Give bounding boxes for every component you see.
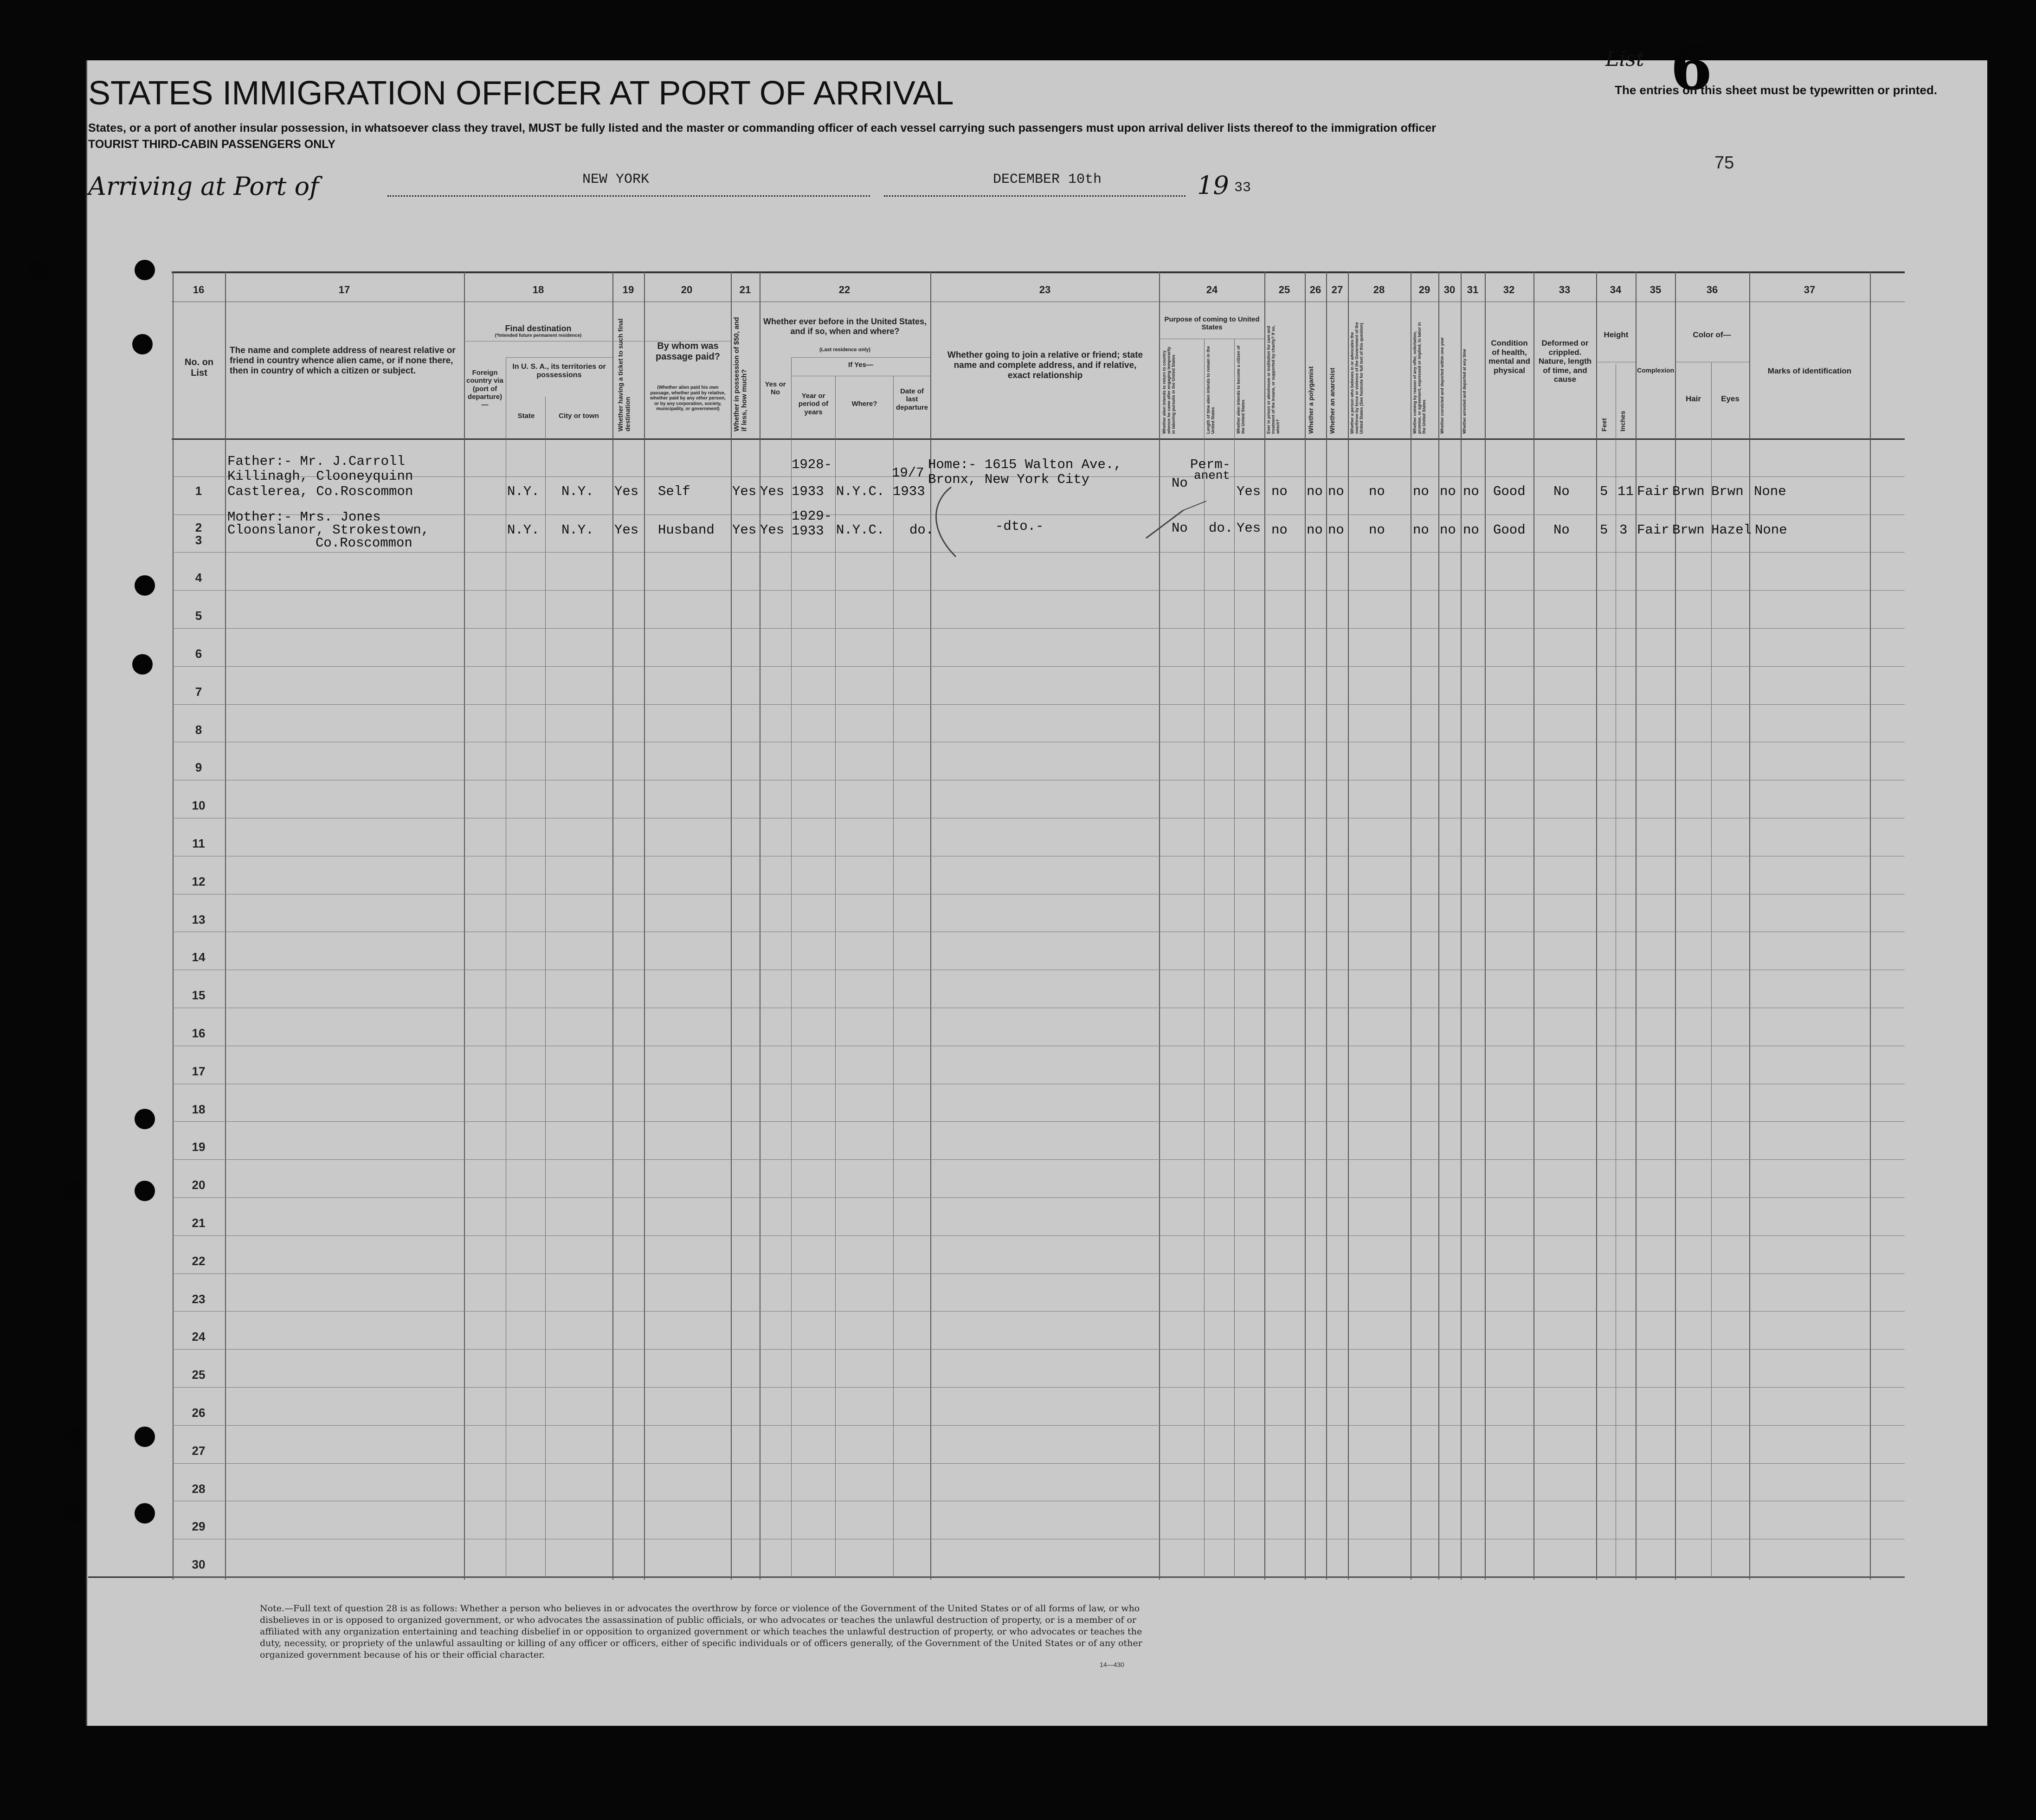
row-rule [173,1273,1905,1274]
row-q28: no [1369,484,1385,499]
header-ticket: Whether having a ticket to such final destination [617,318,631,431]
row-before: Yes [760,484,785,499]
row-purpose-return: No [1172,476,1188,491]
row-city: N.Y. [561,522,594,538]
row-eyes: Hazel [1711,522,1752,538]
column-rule [545,397,546,1577]
row-number: 28 [192,1482,206,1496]
row-relative: Castlerea, Co.Roscommon [227,484,413,499]
row-number: 30 [192,1557,206,1571]
row-joining: -dto.- [995,519,1044,534]
column-number: 33 [1559,284,1571,296]
row-number: 24 [192,1330,206,1344]
header-condition: Condition of health, mental and physical [1488,339,1530,375]
header-no-on-list: No. on List [184,357,214,378]
column-number: 23 [1039,284,1051,296]
row-number: 10 [192,798,206,812]
row-rule [173,1349,1905,1350]
row-departure: 19/7 [892,465,924,481]
column-rule [173,271,174,1580]
row-where: N.Y.C. [836,522,885,538]
row-paid-by: Self [658,484,690,499]
row-purpose-citizen: Yes [1237,521,1261,536]
row-feet: 5 [1600,484,1608,499]
row-purpose-length: anent [1194,469,1231,482]
header-before-in-us: Whether ever before in the United States, and if so, when and where? [763,317,927,336]
header-final-destination: Final destination [505,324,572,333]
row-number: 27 [192,1444,206,1458]
row-joining: Bronx, New York City [928,472,1090,487]
row-number: 13 [192,913,206,926]
header-polygamist: Whether a polygamist [1307,366,1314,434]
row-complexion: Fair [1637,484,1669,499]
binder-hole [132,654,153,675]
row-joining: Home:- 1615 Walton Ave., [928,457,1122,472]
stamp-number: 75 [1714,153,1734,173]
entries-note: The entries on this sheet must be typewritten or printed. [1615,83,1937,97]
row-paid-by: Husband [658,522,715,538]
header-bottom-border [172,438,1905,440]
port-dotted-line [387,195,870,197]
header-passage-paid: By whom was passage paid? [656,341,720,362]
date-value: DECEMBER 10th [993,172,1102,187]
binder-hole [28,260,48,280]
column-rule [1305,271,1306,1580]
header-arrested-deported: Whether arrested and deported at any time [1462,348,1467,434]
row-city: N.Y. [561,484,594,499]
column-rule [1348,271,1349,1580]
header-in-usa: In U. S. A., its territories or possessions [512,363,606,379]
row-years: 1933 [792,523,824,539]
row-number: 1 [195,484,202,498]
column-rule [1533,271,1534,1580]
header-year-period: Year or period of years [798,392,829,416]
column-number: 35 [1649,284,1662,296]
header-final-destination-sub: (*Intended future permanent residence) [495,333,582,338]
column-number: 16 [193,284,205,296]
header-purpose: Purpose of coming to United States [1164,315,1260,332]
table-top-border [172,271,1905,273]
header-date-departure: Date of last departure [896,387,928,412]
header-feet: Feet [1600,418,1608,431]
row-relative: Mother:- Mrs. Jones [227,509,381,525]
row-relative: Killinagh, Clooneyquinn [227,469,413,484]
row-feet: 5 [1600,522,1608,538]
column-number: 25 [1278,284,1290,296]
row-number: 4 [195,571,202,585]
row-number: 15 [192,988,206,1002]
form-number: 14—430 [1100,1661,1124,1668]
row-before: Yes [760,522,785,538]
row-relative: Cloonslanor, Strokestown, [227,522,430,538]
header-height: Height [1604,330,1629,339]
row-health: Good [1493,522,1526,538]
header-complexion: Complexion [1637,367,1675,374]
row-number: 2 [195,521,202,534]
header-nearest-relative: The name and complete address of nearest relative or friend in country whence alien came, or if none there, then in country of which a citizen or subject. [230,346,456,376]
port-value: NEW YORK [582,172,650,187]
row-rule [173,1121,1905,1122]
row-rule [173,666,1905,667]
column-rule [1159,271,1160,1580]
row-q30: no [1440,522,1456,538]
header-color-of: Color of— [1693,330,1731,339]
page-title: STATES IMMIGRATION OFFICER AT PORT OF ARRIVAL [88,75,954,112]
binder-hole [135,260,155,280]
row-number: 9 [195,760,202,774]
row-q31: no [1463,484,1479,499]
row-number: 25 [192,1368,206,1382]
row-departure: 1933 [893,484,925,499]
footnote: Note.—Full text of question 28 is as follows: Whether a person who believes in or advocates the overthrow by force or violence of the Government of the United States or of all forms of law, or who disbelieves in or is opposed to organized government, or who advocates the assassination of public officials, or who advocates or teaches the unlawful destruction of property, or is a member of or affiliated with any organization entertaining and teaching disbelief in or opposition to organized government or which teaches the unlawful destruction of property, or who advocates or teaches the duty, necessity, or propriety of the unlawful assaulting or killing of any officer or officers, either of specific individuals or of officers generally, of the Government of the United States or of any other organized government because of his or their official character. [260,1603,1142,1660]
year-prefix: 19 [1197,171,1229,200]
row-number: 7 [195,685,202,699]
header-prison: Ever in prison or almshouse or institution for care and treatment of the insane, or supported by charity? If so, which? [1266,325,1280,434]
column-rule [1636,271,1637,1580]
row-q31: no [1463,522,1479,538]
column-rule [1485,271,1486,1580]
row-number: 19 [192,1140,206,1154]
column-number: 31 [1467,284,1479,296]
header-overthrow: Whether a person who believes in or advocates the overthrow by force or violence of the Government of the United States (See footnote for full text of this question) [1350,322,1364,434]
subtitle-class: TOURIST THIRD-CABIN PASSENGERS ONLY [88,138,335,151]
row-rule [173,1197,1905,1198]
binder-hole [135,1109,155,1129]
header-city: City or town [559,412,599,420]
row-purpose-citizen: Yes [1237,484,1261,499]
column-rule [1675,271,1676,1580]
row-rule [173,628,1905,629]
row-marks: None [1755,522,1787,538]
row-purpose-length: Perm- [1190,457,1231,472]
header-if-yes: If Yes— [848,361,873,369]
row-q28: no [1369,522,1385,538]
row-where: N.Y.C. [836,484,885,499]
column-rule [464,271,465,1580]
binder-hole [132,334,153,354]
row-number: 11 [192,836,205,850]
row-relative: Father:- Mr. J.Carroll [227,454,405,469]
column-number: 22 [838,284,850,296]
header-labor-offer: Whether coming by reason of any offer, solicitation, promise, or agreement, expressed or implied, to labor in the United States [1412,322,1426,434]
column-number: 36 [1706,284,1718,296]
binder-hole [135,575,155,596]
header-purpose-return: Whether alien intends to return to country whence he came after engaging temporarily in laboring pursuits in the United States [1162,347,1176,434]
row-state: N.Y. [507,522,540,538]
row-number: 22 [192,1254,206,1268]
row-number: 21 [192,1216,206,1230]
row-number: 23 [192,1292,206,1306]
header-eyes: Eyes [1721,394,1740,403]
row-q26: no [1307,522,1323,538]
header-deformed: Deformed or crippled. Nature, length of time, and cause [1538,339,1592,384]
column-rule [1870,271,1871,1580]
row-purpose-return: No [1172,521,1188,536]
row-number: 5 [195,609,202,623]
column-number: 24 [1206,284,1218,296]
header-marks: Marks of identification [1767,367,1852,375]
column-number: 26 [1309,284,1321,296]
column-number: 34 [1610,284,1622,296]
row-q29: no [1413,522,1429,538]
column-number: 21 [739,284,751,296]
row-q27: no [1328,484,1344,499]
column-rule [1596,271,1597,1580]
row-deformed: No [1553,522,1570,538]
column-number: 17 [338,284,350,296]
row-q26: no [1307,484,1323,499]
column-number: 27 [1331,284,1343,296]
column-rule [791,357,792,1577]
row-rule [173,1235,1905,1236]
row-rule [173,1463,1905,1464]
row-number: 29 [192,1519,206,1533]
list-label: List [1605,47,1644,71]
binder-hole [135,1181,155,1201]
subheader-rule [506,357,612,358]
column-number: 20 [681,284,693,296]
row-years: 1929- [792,508,832,524]
row-hair: Brwn [1672,522,1705,538]
binder-hole [65,1427,85,1447]
row-eyes: Brwn [1711,484,1744,499]
row-number: 18 [192,1102,206,1116]
row-number: 16 [192,1026,206,1040]
header-money: Whether in possession of $50, and if less, how much? [733,317,748,431]
row-q25: no [1271,522,1288,538]
row-q30: no [1440,484,1456,499]
header-before-in-us-sub: (Last residence only) [819,347,871,353]
column-rule [893,376,894,1577]
row-number: 14 [192,950,206,964]
row-money: Yes [732,484,757,499]
header-convicted-deported: Whether convicted and deported within one year [1440,337,1444,434]
binder-hole [65,1181,85,1201]
column-rule [1234,339,1235,1577]
header-joining-relative: Whether going to join a relative or friend; state name and complete address, and if relative, exact relationship [947,350,1143,380]
header-hair: Hair [1685,394,1701,403]
column-rule [612,271,613,1580]
row-ticket: Yes [614,522,639,538]
row-rule [173,590,1905,591]
row-relative: Co.Roscommon [316,535,412,551]
row-years: 1933 [792,484,824,499]
row-rule [173,704,1905,705]
column-rule [1438,271,1439,1580]
row-number: 26 [192,1406,206,1420]
binder-hole [135,1503,155,1524]
header-where: Where? [851,400,877,408]
row-inches: 11 [1617,484,1634,499]
header-foreign-country: Foreign country via (port of departure)— [466,369,504,409]
column-rule [731,271,732,1580]
header-passage-paid-sub: (Whether alien paid his own passage, whether paid by relative, whether paid by any other person, or by any corporation, society, municipality, or government) [650,385,726,412]
row-deformed: No [1553,484,1570,499]
column-rule [1326,271,1327,1580]
year-suffix: 33 [1234,180,1251,196]
header-purpose-citizen: Whether alien intends to become a citizen of the United States [1236,345,1245,434]
column-rule [1749,271,1750,1580]
row-q27: no [1328,522,1344,538]
binder-hole [65,1503,85,1524]
binder-hole [135,1427,155,1447]
header-anarchist: Whether an anarchist [1328,367,1336,434]
row-purpose-length: do. [1209,521,1233,536]
row-q29: no [1413,484,1429,499]
row-ticket: Yes [614,484,639,499]
header-purpose-length: Length of time alien intends to remain in the United States [1206,346,1215,434]
row-number: 6 [195,647,202,661]
row-hair: Brwn [1672,484,1705,499]
subtitle-instructions: States, or a port of another insular possession, in whatsoever class they travel, MUST be fully listed and the master or commanding officer of each vessel carrying such passengers must upon arrival deliver lists thereof to the immigration officer [88,122,1436,135]
row-rule [173,1425,1905,1426]
header-inches: Inches [1619,411,1626,431]
column-rule [644,271,645,1580]
row-state: N.Y. [507,484,540,499]
column-number: 37 [1804,284,1816,296]
row-money: Yes [732,522,757,538]
list-number: 6 [1670,32,1713,103]
row-number: 12 [192,875,206,888]
row-q25: no [1271,484,1288,499]
header-state: State [517,412,535,420]
column-number: 28 [1373,284,1385,296]
header-yes-no: Yes or No [765,380,786,397]
row-rule [173,1159,1905,1160]
arriving-label: Arriving at Port of [88,172,319,201]
row-number: 20 [192,1178,206,1192]
row-complexion: Fair [1637,522,1669,538]
row-departure: do. [909,522,934,538]
row-rule [173,1387,1905,1388]
row-number: 8 [195,723,202,737]
column-rule [1264,271,1265,1580]
column-number: 30 [1443,284,1456,296]
subheader-rule [791,357,930,358]
pencil-marks [923,473,1230,566]
row-number: 3 [195,533,202,547]
column-number: 19 [622,284,634,296]
row-marks: None [1754,484,1786,499]
row-years: 1928- [792,457,832,472]
manifest-sheet [86,60,1987,1726]
column-number: 18 [532,284,544,296]
column-number: 29 [1418,284,1430,296]
column-rule [835,376,836,1577]
row-number: 17 [192,1064,206,1078]
date-dotted-line [884,195,1186,197]
row-rule [173,1311,1905,1312]
column-rule [1461,271,1462,1580]
column-number: 32 [1503,284,1515,296]
column-rule [225,271,226,1580]
row-inches: 3 [1619,522,1628,538]
row-health: Good [1493,484,1526,499]
